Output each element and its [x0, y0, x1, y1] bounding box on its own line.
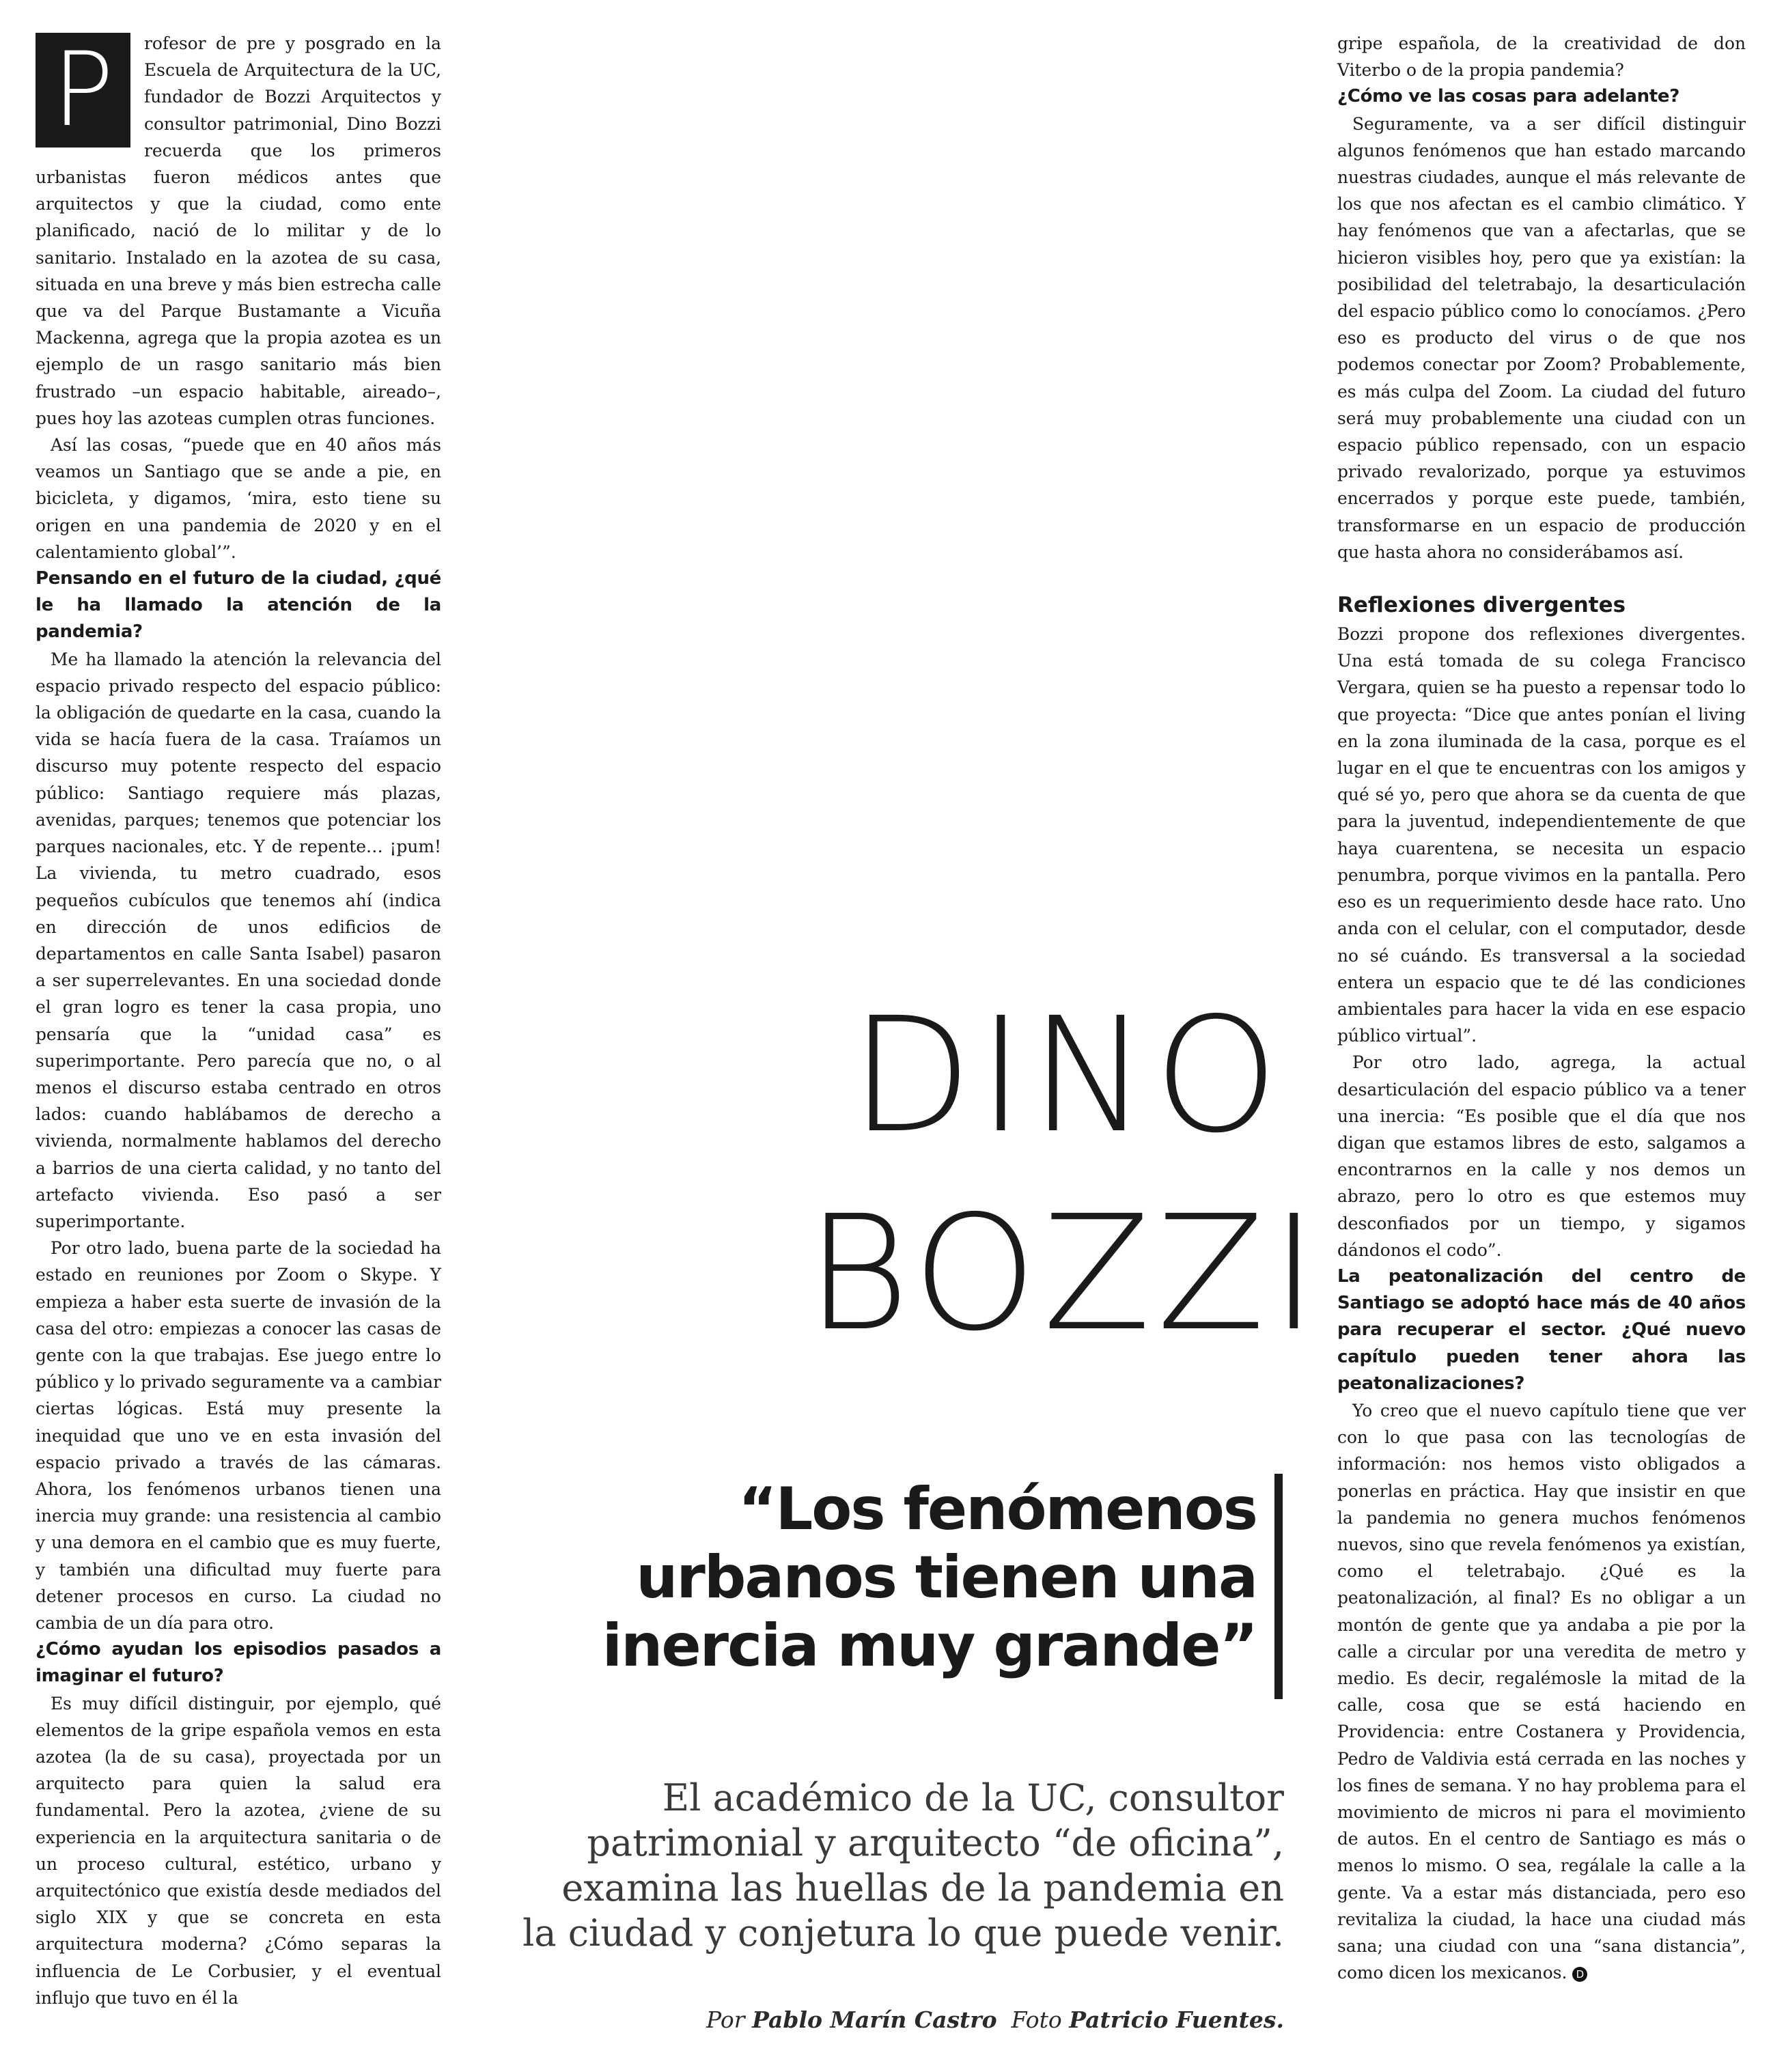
body-paragraph: Es muy difícil distinguir, por ejemplo, qué elementos de la gripe española vemos en esta azotea (la de su casa), proyectada por un arquitecto para quien la salud era fundamental. Pero la azotea, ¿viene de su experiencia en la arquitectura sanitaria o de un proceso cultural, estético, urbano y arquitectónico que existía desde mediados del siglo XIX y que se concreta en esta arquitectura moderna? ¿Cómo separas la influencia de Le Corbusier, y el eventual influjo que tuvo en él la	[36, 1693, 441, 2008]
body-paragraph: gripe española, de la creatividad de don Viterbo o de la propia pandemia?	[1337, 33, 1746, 81]
intro-paragraph: rofesor de pre y posgrado en la Escuela de Arquitectura de la UC, fundador de Bozzi Arquitectos y consultor patrimonial, Dino Bozzi recuerda que los primeros urbanistas fueron médicos antes que arquitectos y que la ciudad, como ente planificado, nació de lo militar y de lo sanitario. Instalado en la azotea de su casa, situada en una breve y más bien estrecha calle que va del Parque Bustamante a Vicuña Mackenna, agrega que la propia azotea es un ejemplo de un rasgo sanitario más bien frustrado –un espacio habitable, aireado–, pues hoy las azoteas cumplen otras funciones.	[36, 33, 441, 428]
interview-question: ¿Cómo ayudan los episodios pasados a imaginar el futuro?	[36, 1639, 441, 1687]
body-paragraph: Por otro lado, agrega, la actual desarticulación del espacio público va a tener una inercia: “Es posible que el día que nos digan que estamos libres de esto, salgamos a encontrarnos en la calle y nos demos un abrazo, pero lo otro es que estemos muy desconfiados por un tiempo, y sigamos dándonos el codo”.	[1337, 1052, 1746, 1260]
body-paragraph: Así las cosas, “puede que en 40 años más veamos un Santiago que se ande a pie, en bicicleta, y digamos, ‘mira, esto tiene su origen en una pandemia de 2020 y en el calentamiento global’”.	[36, 435, 441, 562]
body-paragraph: Me ha llamado la atención la relevancia del espacio privado respecto del espacio público: la obligación de quedarte en la casa, cuando la vida se hacía fuera de la casa. Traíamos un discurso muy potente respecto del espacio público: Santiago requiere más plazas, avenidas, parques; tenemos que potenciar los parques nacionales, etc. Y de repente… ¡pum! La vivienda, tu metro cuadrado, esos pequeños cubículos que tenemos ahí (indica en dirección de unos edificios de departamentos en calle Santa Isabel) pasaron a ser superrelevantes. En una sociedad donde el gran logro es tener la casa propia, uno pensaría que la “unidad casa” es superimportante. Pero parecía que no, o al menos el discurso estaba centrado en otros lados: cuando hablábamos de derecho a vivienda, normalmente hablamos del derecho a barrios de una cierta calidad, y no tanto del artefacto vivienda. Eso pasó a ser superimportante.	[36, 649, 441, 1231]
drop-cap: P	[36, 33, 130, 148]
byline-photographer: Patricio Fuentes.	[1069, 2006, 1284, 2033]
body-paragraph: Bozzi propone dos reflexiones divergentes. Una está tomada de su colega Francisco Vergara, quien se ha puesto a repensar todo lo que proyecta: “Dice que antes ponían el living en la zona iluminada de la casa, porque es el lugar en el que te encuentras con los amigos y qué sé yo, pero que ahora se da cuenta de que para la juventud, independientemente de que haya cuarentena, se necesita un espacio penumbra, porque vivimos en la pantalla. Pero eso es un requerimiento desde hace rato. Uno anda con el celular, con el computador, desde no sé cuándo. Es transversal a la sociedad entera un espacio que te dé las condiciones ambientales para hacer la vida en ese espacio público virtual”.	[1337, 624, 1746, 1046]
headline-name	[806, 977, 1323, 1373]
headline-last-name: BOZZI	[806, 1181, 1323, 1366]
interview-question: Pensando en el futuro de la ciudad, ¿qué le ha llamado la atención de la pandemia?	[36, 568, 441, 643]
body-paragraph: Seguramente, va a ser difícil distinguir algunos fenómenos que han estado marcando nuestras ciudades, aunque el más relevante de los que nos afectan es el cambio climático. Y hay fenómenos que van a afectarlas, que se hicieron visibles hoy, pero que ya existían: la posibilidad del teletrabajo, la desarticulación del espacio público como lo conocíamos. ¿Pero eso es producto del virus o de que nos podemos conectar por Zoom? Probablemente, es más culpa del Zoom. La ciudad del futuro será muy probablemente una ciudad con un espacio público repensado, con un espacio privado revalorizado, porque ya estuvimos encerrados y porque este puede, también, transformarse en un espacio de producción que hasta ahora no considerábamos así.	[1337, 113, 1746, 562]
body-paragraph	[1337, 1397, 1746, 1986]
end-mark-icon: D	[1572, 1967, 1587, 1982]
headline-first-name: DINO	[850, 983, 1284, 1168]
body-paragraph: Por otro lado, buena parte de la sociedad ha estado en reuniones por Zoom o Skype. Y empieza a haber esta suerte de invasión de la casa del otro: empiezas a conocer las casas de gente con la que trabajas. Ese juego entre lo público y lo privado seguramente va a cambiar ciertas lógicas. Está muy presente la inequidad que uno ve en esta invasión del espacio privado a través de las cámaras. Ahora, los fenómenos urbanos tienen una inercia muy grande: una resistencia al cambio y una demora en el cambio que es muy fuerte, y también una dificultad muy fuerte para detener procesos en curso. La ciudad no cambia de un día para otro.	[36, 1238, 441, 1633]
byline	[683, 2006, 1284, 2033]
section-subhead: Reflexiones divergentes	[1337, 593, 1626, 618]
pull-quote: “Los fenómenos urbanos tienen una inercia muy grande”	[602, 1475, 1257, 1680]
pull-quote-rule	[1274, 1474, 1283, 1699]
byline-author: Pablo Marín Castro	[752, 2006, 997, 2033]
deck-summary: El académico de la UC, consultor patrimonial y arquitecto “de oficina”, examina las huellas de la pandemia en la ciudad y conjetura lo que puede venir.	[522, 1776, 1284, 1955]
interview-question: La peatonalización del centro de Santiago se adoptó hace más de 40 años para recuperar el sector. ¿Qué nuevo capítulo pueden tener ahora las peatonalizaciones?	[1337, 1265, 1746, 1394]
right-column	[1337, 30, 1746, 1986]
byline-foto: Foto	[1011, 2006, 1062, 2033]
closing-paragraph-text: Yo creo que el nuevo capítulo tiene que ver con lo que pasa con las tecnologías de información: nos hemos visto obligados a ponerlas en práctica. Hay que insistir en que la pandemia no genera muchos fenómenos nuevos, sino que revela fenómenos ya existían, como el teletrabajo. ¿Qué es la peatonalización, al final? Es no obligar a un montón de gente que ya andaba a pie por la calle a circular por una veredita de metro y medio. Es decir, regalémosle la mitad de la calle, cosa que se está haciendo en Providencia: entre Costanera y Providencia, Pedro de Valdivia está cerrada en las noches y los fines de semana. Y no hay problema para el movimiento de micros ni para el movimiento de autos. En el centro de Santiago es más o menos lo mismo. O sea, regálale la calle a la gente. Va a estar más distanciada, pero eso revitaliza la ciudad, la hace una ciudad más sana; una ciudad con una “sana distancia”, como dicen los mexicanos.	[1337, 1400, 1746, 1983]
left-column	[36, 30, 441, 2011]
byline-por: Por	[706, 2006, 745, 2033]
interview-question: ¿Cómo ve las cosas para adelante?	[1337, 86, 1680, 107]
